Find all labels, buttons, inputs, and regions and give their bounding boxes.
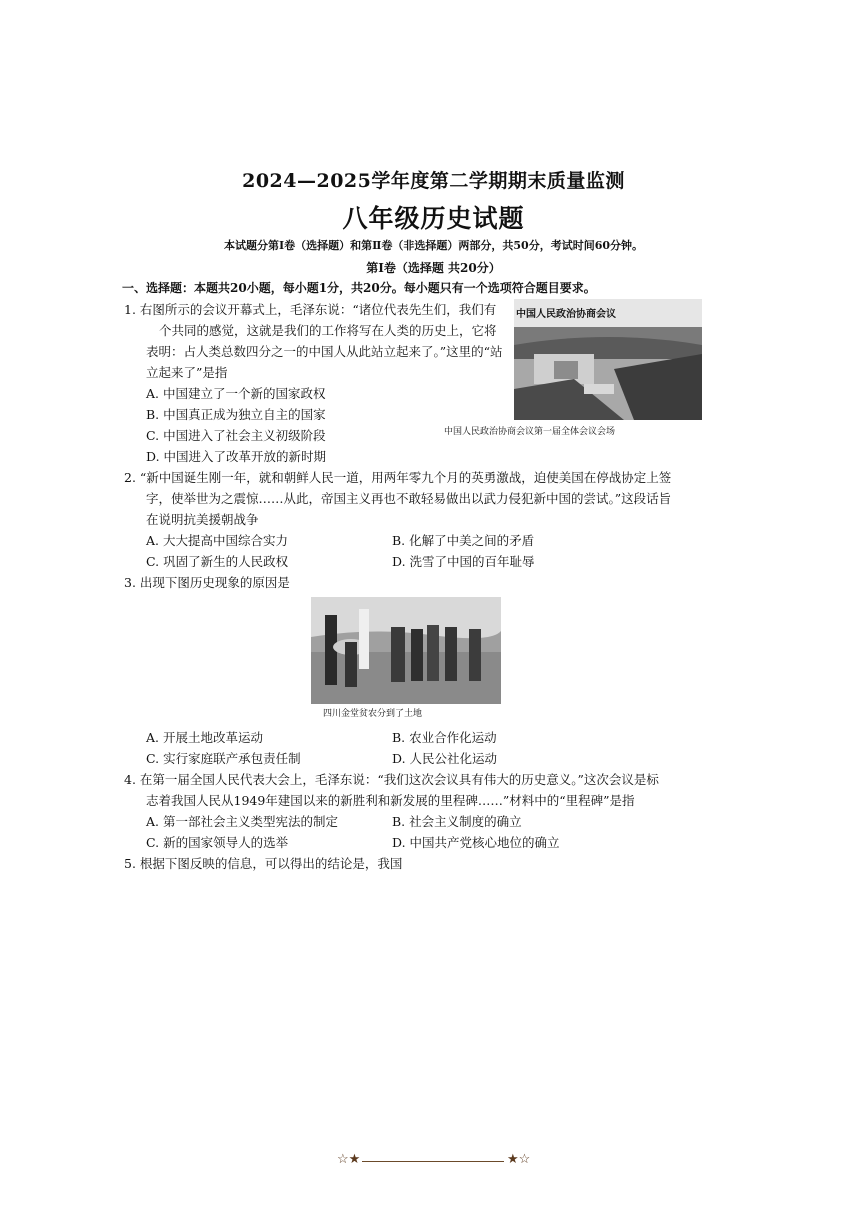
land-reform-caption: 四川金堂贫农分到了土地 [323, 709, 423, 719]
q1-line-3: 表明：占人类总数四分之一的中国人从此站立起来了。”这里的“站 [146, 344, 503, 359]
q2-option-a: A. 大大提高中国综合实力 [146, 533, 288, 548]
q5-stem: 5. 根据下图反映的信息，可以得出的结论是，我国 [124, 856, 403, 871]
q4-option-d: D. 中国共产党核心地位的确立 [392, 835, 560, 850]
q1-option-b: B. 中国真正成为独立自主的国家 [146, 407, 326, 422]
footer-stars-left: ☆★ [337, 1152, 361, 1167]
q1-line-1: 1. 右图所示的会议开幕式上，毛泽东说：“诸位代表先生们，我们有 [124, 302, 497, 317]
q1-line-4: 立起来了”是指 [146, 365, 228, 380]
q3-option-a: A. 开展土地改革运动 [146, 730, 263, 745]
q3-option-c: C. 实行家庭联产承包责任制 [146, 751, 301, 766]
exam-note: 本试题分第Ⅰ卷（选择题）和第Ⅱ卷（非选择题）两部分，共50分，考试时间60分钟。 [223, 239, 644, 252]
q2-line-2: 字，使举世为之震惊……从此，帝国主义再也不敢轻易做出以武力侵犯新中国的尝试。”这段话旨 [146, 491, 672, 506]
q2-option-b: B. 化解了中美之间的矛盾 [392, 533, 535, 548]
q2-line-3: 在说明抗美援朝战争 [146, 512, 259, 527]
q2-option-c: C. 巩固了新生的人民政权 [146, 554, 289, 569]
q4-line-1: 4. 在第一届全国人民代表大会上，毛泽东说：“我们这次会议具有伟大的历史意义。”这次会议是标 [124, 772, 659, 787]
q1-option-d: D. 中国进入了改革开放的新时期 [146, 449, 327, 464]
q1-option-c: C. 中国进入了社会主义初级阶段 [146, 428, 326, 443]
q4-option-a: A. 第一部社会主义类型宪法的制定 [146, 814, 338, 829]
q4-line-2: 志着我国人民从1949年建国以来的新胜利和新发展的里程碑……”材料中的“里程碑”是指 [146, 793, 635, 808]
q2-option-d: D. 洗雪了中国的百年耻辱 [392, 554, 535, 569]
land-reform-photo [311, 597, 501, 704]
q2-line-1: 2. “新中国诞生刚一年，就和朝鲜人民一道，用两年零九个月的英勇激战，迫使美国在停战协定上签 [124, 470, 672, 485]
q1-line-2: 个共同的感觉，这就是我们的工作将写在人类的历史上，它将 [159, 323, 497, 338]
q3-option-b: B. 农业合作化运动 [392, 730, 497, 745]
exam-title: 2024—2025学年度第二学期期末质量监测 [242, 170, 625, 192]
q3-option-d: D. 人民公社化运动 [392, 751, 498, 766]
footer-divider [362, 1161, 504, 1162]
q3-stem: 3. 出现下图历史现象的原因是 [124, 575, 290, 590]
q4-option-b: B. 社会主义制度的确立 [392, 814, 522, 829]
exam-subtitle: 八年级历史试题 [342, 204, 525, 233]
q1-option-a: A. 中国建立了一个新的国家政权 [146, 386, 326, 401]
conference-banner: 中国人民政治协商会议 [516, 309, 616, 320]
q4-option-c: C. 新的国家领导人的选举 [146, 835, 289, 850]
part-heading: 第Ⅰ卷（选择题 共20分） [366, 261, 501, 275]
section-heading: 一、选择题：本题共20小题，每小题1分，共20分。每小题只有一个选项符合题目要求。 [122, 281, 596, 295]
conference-caption: 中国人民政治协商会议第一届全体会议会场 [444, 427, 616, 437]
footer-stars-right: ★☆ [507, 1152, 531, 1167]
conference-photo [514, 299, 702, 420]
